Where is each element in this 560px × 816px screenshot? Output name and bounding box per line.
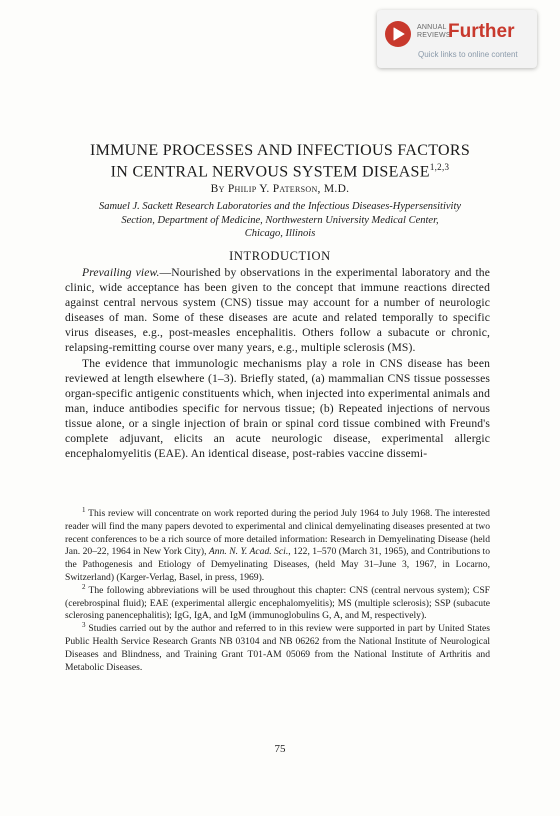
affiliation-line-3: Chicago, Illinois: [244, 228, 316, 239]
footnote-3-marker: 3: [82, 620, 86, 629]
further-wordmark: Further: [448, 21, 515, 42]
footnote-1: [65, 505, 490, 585]
paragraph-2: The evidence that immunologic mechanisms play a role in CNS disease has been reviewed at length elsewhere (1–3). Briefly stated, (a) mammalian CNS tissue possesses organ-specific antigenic constituents which, when injected into experimental animals and man, induce antibodies specific for nervous tissue; (b) Repeated injections of nervous tissue alone, or a single injection of brain or spinal cord tissue combined with Freund's complete adjuvant, elicits an acute neurologic disease, experimental allergic encephalomyelitis (EAE). An identical disease, post-rabies vaccine dissemi-: [65, 356, 491, 461]
title-line-2-text: IN CENTRAL NERVOUS SYSTEM DISEASE: [110, 163, 430, 181]
footnote-1-marker: 1: [82, 505, 86, 514]
page-number: 75: [274, 743, 286, 755]
paragraph-1-lead: Prevailing view.: [82, 266, 160, 279]
title-footnote-markers: 1,2,3: [429, 162, 450, 172]
affiliation-line-2: Section, Department of Medicine, Northwestern University Medical Center,: [121, 214, 439, 226]
footnote-2-text: The following abbreviations will be used throughout this chapter: CNS (central nervous system); CSF (cerebrospinal fluid); EAE (experimental allergic encephalomyelitis); MS (multiple sclerosis); SSP (subacute sclerosing panencephalitis); IgG, IgA, and IgM (immunoglobulins G, A, and M, respectively).: [65, 584, 490, 622]
author-affiliation: [40, 200, 520, 241]
article-title: [40, 142, 520, 180]
footnote-2: [65, 582, 490, 623]
paragraph-1-text: —Nourished by observations in the experimental laboratory and the clinic, wide acceptance has been given to the concept that immune reactions directed against central nervous system (CNS) tissue may account for a number of neurologic diseases of man. Some of these diseases are acute and related temporally to specific virus diseases, e.g., post-measles encephalitis. Others follow a subacute or chronic, relapsing-remitting course over many years, e.g., multiple sclerosis (MS).: [65, 266, 490, 355]
further-tagline: Quick links to online content: [418, 50, 518, 59]
footnote-1-text-a: This review will concentrate on work reported during the period July 1964 to July 1968. The interested reader will find the many papers devoted to experimental and clinical demyelinating diseases presented at two recent conferences to be a rich source of more detailed information: Research in Demyelinating Disease (held Jan. 20–22, 1964 in New York City),: [65, 508, 490, 558]
footnote-1-text-b: , 122, 1–570 (March 31, 1965), and Contributions to the Pathogenesis and Etiology of Demyelinating Diseases, (held May 31–June 3, 1967, in Locarno, Switzerland) (Karger-Verlag, Basel, in press, 1969).: [65, 546, 490, 583]
further-links-banner[interactable]: [377, 10, 537, 68]
affiliation-line-1: Samuel J. Sackett Research Laboratories and the Infectious Diseases-Hypersensitivity: [98, 201, 462, 212]
play-icon: [385, 21, 411, 47]
article-body: [65, 265, 490, 461]
paragraph-1: [65, 265, 490, 356]
footnotes: [65, 505, 490, 674]
title-line-1: IMMUNE PROCESSES AND INFECTIOUS FACTORS: [89, 142, 471, 159]
section-heading: INTRODUCTION: [229, 249, 331, 263]
footnote-3: [65, 620, 490, 674]
annual-reviews-logo-text: [417, 24, 451, 39]
title-line-2: [40, 159, 520, 180]
brand-line-2: REVIEWS: [417, 31, 451, 39]
author-byline: By Philip Y. Paterson, M.D.: [210, 183, 350, 195]
footnote-2-marker: 2: [82, 582, 86, 591]
brand-line-1: ANNUAL: [417, 24, 447, 31]
footnote-3-text: Studies carried out by the author and referred to in this review were supported in part by United States Public Health Service Research Grants NB 03104 and NB 06262 from the National Institute of Neurological Diseases and Blindness, and Training Grant T01-AM 05069 from the National Institute of Arthritis and Metabolic Diseases.: [65, 623, 490, 673]
footnote-1-journal: Ann. N. Y. Acad. Sci.: [208, 546, 289, 558]
